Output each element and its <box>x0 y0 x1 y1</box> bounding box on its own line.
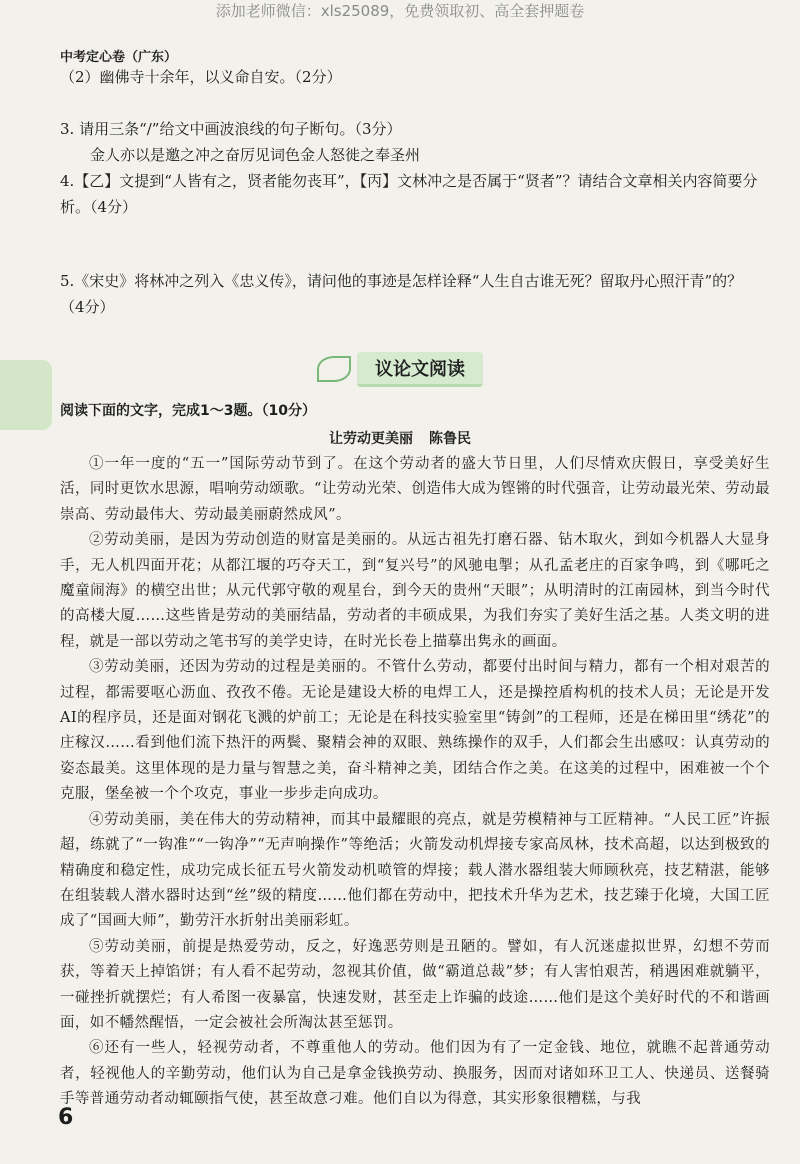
paragraph-3: ③劳动美丽，还因为劳动的过程是美丽的。不管什么劳动，都要付出时间与精力，都有一个相对艰苦的过程，都需要呕心沥血、孜孜不倦。无论是建设大桥的电焊工人，还是操控盾构机的技术人员；无论是开发AI的程序员，还是面对钢花飞溅的炉前工；无论是在科技实验室里“铸剑”的工程师，还是在梯田里“绣花”的庄稼汉……看到他们流下热汗的两鬓、聚精会神的双眼、熟练操作的双手，人们都会生出感叹：认真劳动的姿态最美。这里体现的是力量与智慧之美，奋斗精神之美，团结合作之美。在这美的过程中，困难被一个个克服，堡垒被一个个攻克，事业一步步走向成功。 <box>60 659 770 803</box>
section-heading <box>300 352 500 386</box>
reading-instruction: 阅读下面的文字，完成1～3题。（10分） <box>60 403 316 419</box>
watermark-banner: 添加老师微信：xls25089，免费领取初、高全套押题卷 <box>215 2 585 20</box>
question-3-sentence: 金人亦以是邀之冲之奋厉见词色金人怒徙之奉圣州 <box>90 146 421 164</box>
leaf-icon <box>317 356 351 382</box>
side-tab-decoration <box>0 360 52 430</box>
paragraph-1: ①一年一度的“五一”国际劳动节到了。在这个劳动者的盛大节日里，人们尽情欢庆假日，享受美好生活，同时更饮水思源，唱响劳动颂歌。“让劳动光荣、创造伟大成为铿锵的时代强音，让劳动最光荣、劳动最崇高、劳动最伟大、劳动最美丽蔚然成风”。 <box>60 456 770 523</box>
article-title: 让劳动更美丽 <box>329 431 413 447</box>
running-head: 中考定心卷（广东） <box>60 50 178 65</box>
question-4: 4.【乙】文提到“人皆有之，贤者能勿丧耳”，【丙】文林冲之是否属于“贤者”？请结合文章相关内容简要分析。（4分） <box>60 172 758 216</box>
article-body <box>60 452 770 1113</box>
paragraph-2: ②劳动美丽，是因为劳动创造的财富是美丽的。从远古祖先打磨石器、钻木取火，到如今机器人大显身手，无人机四面开花；从都江堰的巧夺天工，到“复兴号”的风驰电掣；从孔孟老庄的百家争鸣，到《哪吒之魔童闹海》的横空出世；从元代郭守敬的观星台，到今天的贵州“天眼”；从明清时的江南园林，到当今时代的高楼大厦……这些皆是劳动的美丽结晶，劳动者的丰硕成果，为我们夯实了美好生活之基。人类文明的进程，就是一部以劳动之笔书写的美学史诗，在时光长卷上描摹出隽永的画面。 <box>60 532 770 650</box>
question-3: 3. 请用三条“/”给文中画波浪线的句子断句。（3分） <box>60 120 402 138</box>
paragraph-5: ⑤劳动美丽，前提是热爱劳动，反之，好逸恶劳则是丑陋的。譬如，有人沉迷虚拟世界，幻想不劳而获，等着天上掉馅饼；有人看不起劳动，忽视其价值，做“霸道总裁”梦；有人害怕艰苦，稍遇困难就躺平，一碰挫折就摆烂；有人希图一夜暴富，快速发财，甚至走上诈骗的歧途……他们是这个美好时代的不和谐画面，如不幡然醒悟，一定会被社会所淘汰甚至惩罚。 <box>60 938 770 1031</box>
question-2-sub: （2）幽佛寺十余年，以义命自安。（2分） <box>60 68 342 86</box>
page-number: 6 <box>58 1105 74 1130</box>
paragraph-4: ④劳动美丽，美在伟大的劳动精神，而其中最耀眼的亮点，就是劳模精神与工匠精神。“人民工匠”许振超，练就了“一钩准”“一钩净”“无声响操作”等绝活；火箭发动机焊接专家高凤林，技术高超，以达到极致的精确度和稳定性，成功完成长征五号火箭发动机喷管的焊接；载人潜水器组装大师顾秋亮，技艺精湛，能够在组装载人潜水器时达到“丝”级的精度……他们都在劳动中，把技术升华为艺术，技艺臻于化境，大国工匠成了“国画大师”，勤劳汗水折射出美丽彩虹。 <box>60 811 770 930</box>
section-title: 议论文阅读 <box>357 352 483 387</box>
article-heading <box>0 428 800 448</box>
question-5: 5.《宋史》将林冲之列入《忠义传》，请问他的事迹是怎样诠释“人生自古谁无死？留取丹心照汗青”的？（4分） <box>60 272 743 316</box>
paragraph-6: ⑥还有一些人，轻视劳动者，不尊重他人的劳动。他们因为有了一定金钱、地位，就瞧不起普通劳动者，轻视他人的辛勤劳动，他们认为自己是拿金钱换劳动、换服务，因而对诸如环卫工人、快递员、送餐骑手等普通劳动者动辄颐指气使，甚至故意刁难。他们自以为得意，其实形象很糟糕，与我 <box>60 1040 770 1108</box>
article-author: 陈鲁民 <box>429 431 471 447</box>
